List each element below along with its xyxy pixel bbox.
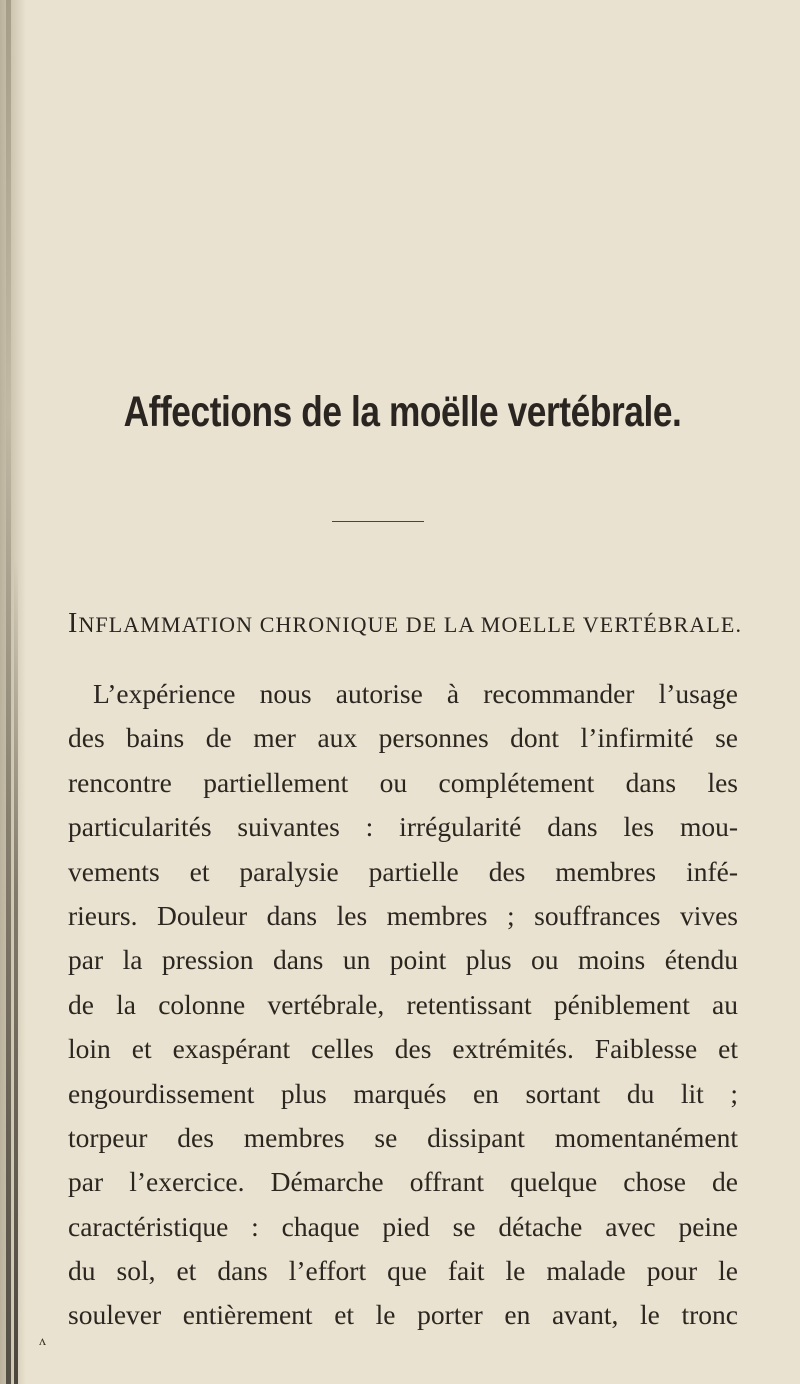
- text-line: par la pression dans un point plus ou moins étendu: [68, 944, 738, 976]
- section-heading: [68, 608, 768, 640]
- section-heading-initial: I: [68, 608, 79, 639]
- text-line: rieurs. Douleur dans les membres ; souffrances vives: [68, 899, 738, 931]
- page-title: Affections de la moëlle vertébrale.: [123, 388, 682, 436]
- text-line: par l’exercice. Démarche offrant quelque chose de: [68, 1166, 738, 1198]
- signature-mark: ʌ: [39, 1334, 46, 1349]
- text-line: rencontre partiellement ou complétement dans les: [68, 766, 738, 798]
- text-line: L’expérience nous autorise à recommander l’usage: [93, 678, 738, 709]
- text-line: vements et paralysie partielle des membres infé-: [68, 855, 738, 887]
- section-heading-rest: NFLAMMATION CHRONIQUE DE LA MOELLE VERTÉBRALE.: [78, 612, 743, 637]
- text-line: particularités suivantes : irrégularité dans les mou-: [68, 811, 738, 843]
- text-line: torpeur des membres se dissipant momentanément: [68, 1121, 738, 1153]
- body-paragraph: [68, 672, 738, 1338]
- book-spine: [6, 0, 11, 1384]
- text-line: caractéristique : chaque pied se détache avec peine: [68, 1210, 738, 1242]
- text-line: des bains de mer aux personnes dont l’infirmité se: [68, 722, 738, 754]
- text-line: du sol, et dans l’effort que fait le malade pour le: [68, 1255, 738, 1287]
- text-line: loin et exaspérant celles des extrémités. Faiblesse et: [68, 1033, 738, 1065]
- page-gutter-shadow: [0, 0, 26, 1384]
- text-line: soulever entièrement et le porter en avant, le tronc: [68, 1299, 738, 1331]
- title-separator-rule: [332, 521, 424, 522]
- text-line: engourdissement plus marqués en sortant du lit ;: [68, 1077, 738, 1109]
- spine-edge-shadow: [14, 560, 18, 1384]
- text-line: de la colonne vertébrale, retentissant péniblement au: [68, 988, 738, 1020]
